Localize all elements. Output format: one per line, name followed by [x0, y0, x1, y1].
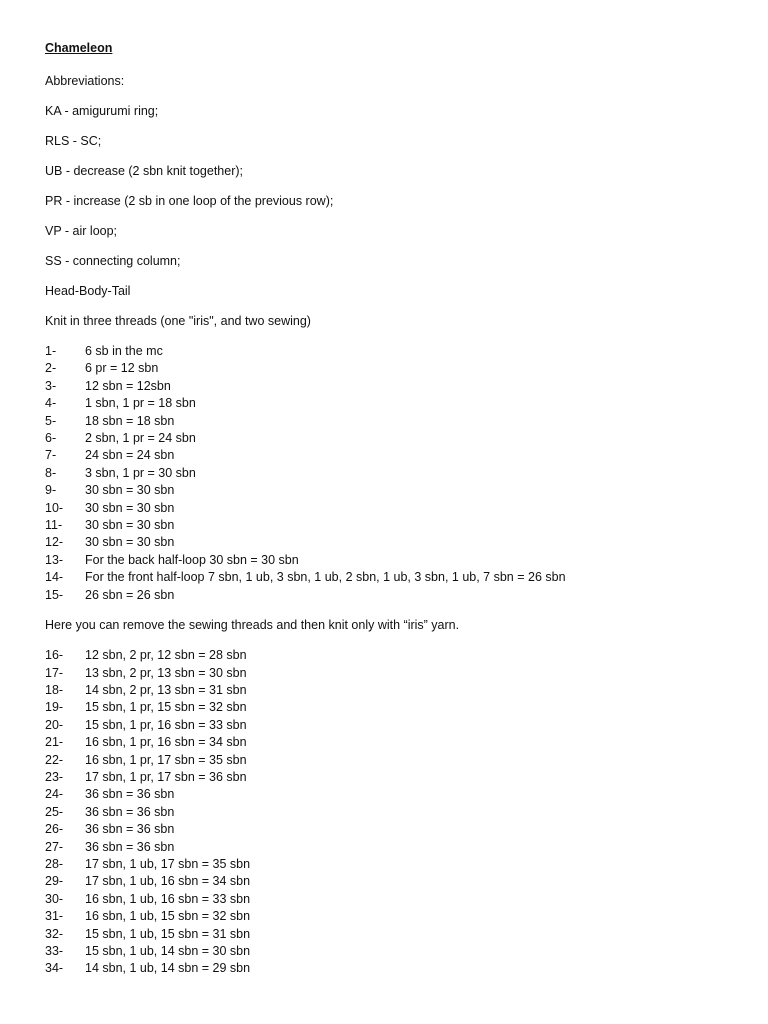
row-instruction: 12 sbn = 12sbn [85, 378, 171, 393]
pattern-row [45, 891, 745, 908]
document-page [45, 40, 745, 991]
pattern-row [45, 395, 745, 412]
row-number: 9- [45, 483, 57, 498]
row-number: 6- [45, 431, 57, 446]
row-instruction: 30 sbn = 30 sbn [85, 500, 175, 515]
pattern-row [45, 699, 745, 716]
row-instruction: 15 sbn, 1 pr, 15 sbn = 32 sbn [85, 700, 247, 715]
row-number: 32- [45, 926, 64, 941]
row-number: 10- [45, 500, 64, 515]
pattern-row [45, 569, 745, 586]
row-number: 21- [45, 735, 64, 750]
row-instruction: 14 sbn, 2 pr, 13 sbn = 31 sbn [85, 682, 247, 697]
row-number: 13- [45, 552, 64, 567]
row-number: 31- [45, 909, 64, 924]
row-instruction: 24 sbn = 24 sbn [85, 448, 175, 463]
row-instruction: 30 sbn = 30 sbn [85, 483, 175, 498]
pattern-row [45, 943, 745, 960]
row-instruction: 36 sbn = 36 sbn [85, 787, 175, 802]
pattern-row [45, 769, 745, 786]
row-instruction: 16 sbn, 1 pr, 17 sbn = 35 sbn [85, 752, 247, 767]
row-instruction: 16 sbn, 1 ub, 16 sbn = 33 sbn [85, 891, 251, 906]
pattern-rows-part2 [45, 647, 745, 978]
pattern-row [45, 587, 745, 604]
pattern-row [45, 786, 745, 803]
row-number: 1- [45, 344, 57, 358]
pattern-row [45, 821, 745, 838]
row-number: 8- [45, 465, 57, 480]
row-number: 23- [45, 769, 64, 784]
pattern-row [45, 804, 745, 821]
pattern-row [45, 734, 745, 751]
row-number: 26- [45, 822, 64, 837]
row-number: 30- [45, 891, 64, 906]
pattern-row [45, 534, 745, 551]
row-number: 34- [45, 961, 64, 976]
row-number: 18- [45, 682, 64, 697]
row-instruction: 30 sbn = 30 sbn [85, 535, 175, 550]
pattern-row [45, 360, 745, 377]
abbreviations-list [45, 103, 745, 270]
pattern-row [45, 752, 745, 769]
row-number: 14- [45, 570, 64, 585]
row-instruction: 18 sbn = 18 sbn [85, 413, 175, 428]
row-number: 28- [45, 856, 64, 871]
row-instruction: 15 sbn, 1 pr, 16 sbn = 33 sbn [85, 717, 247, 732]
pattern-row [45, 908, 745, 925]
row-instruction: 15 sbn, 1 ub, 14 sbn = 30 sbn [85, 944, 251, 958]
row-number: 2- [45, 361, 57, 376]
row-instruction: 17 sbn, 1 pr, 17 sbn = 36 sbn [85, 769, 247, 784]
section-title: Head-Body-Tail [45, 284, 131, 298]
row-number: 4- [45, 396, 57, 411]
row-instruction: For the front half-loop 7 sbn, 1 ub, 3 sbn, 1 ub, 2 sbn, 1 ub, 3 sbn, 1 ub, 7 sbn = 26 sbn [85, 570, 566, 585]
row-number: 7- [45, 448, 57, 463]
pattern-row [45, 873, 745, 890]
row-instruction: 6 pr = 12 sbn [85, 361, 159, 376]
row-instruction: 36 sbn = 36 sbn [85, 839, 175, 854]
pattern-row [45, 839, 745, 856]
row-number: 33- [45, 944, 64, 958]
row-instruction: For the back half-loop 30 sbn = 30 sbn [85, 552, 299, 567]
row-instruction: 36 sbn = 36 sbn [85, 822, 175, 837]
row-number: 27- [45, 839, 64, 854]
abbreviation-item: KA - amigurumi ring; [45, 104, 159, 118]
row-instruction: 3 sbn, 1 pr = 30 sbn [85, 465, 196, 480]
pattern-row [45, 665, 745, 682]
pattern-row [45, 856, 745, 873]
row-instruction: 17 sbn, 1 ub, 16 sbn = 34 sbn [85, 874, 251, 889]
row-number: 22- [45, 752, 64, 767]
pattern-row [45, 343, 745, 360]
row-instruction: 1 sbn, 1 pr = 18 sbn [85, 396, 196, 411]
row-number: 19- [45, 700, 64, 715]
pattern-row [45, 447, 745, 464]
row-number: 12- [45, 535, 64, 550]
row-instruction: 30 sbn = 30 sbn [85, 518, 175, 533]
pattern-row [45, 960, 745, 977]
row-instruction: 16 sbn, 1 ub, 15 sbn = 32 sbn [85, 909, 251, 924]
row-number: 5- [45, 413, 57, 428]
row-instruction: 6 sb in the mc [85, 344, 163, 358]
intro-paragraph: Knit in three threads (one "iris", and two sewing) [45, 314, 311, 328]
row-instruction: 14 sbn, 1 ub, 14 sbn = 29 sbn [85, 961, 251, 976]
row-instruction: 15 sbn, 1 ub, 15 sbn = 31 sbn [85, 926, 251, 941]
pattern-rows-part1 [45, 343, 745, 604]
row-number: 25- [45, 804, 64, 819]
pattern-row [45, 717, 745, 734]
row-instruction: 13 sbn, 2 pr, 13 sbn = 30 sbn [85, 665, 247, 680]
row-instruction: 26 sbn = 26 sbn [85, 587, 175, 602]
row-number: 29- [45, 874, 64, 889]
pattern-row [45, 413, 745, 430]
abbreviations-heading: Abbreviations: [45, 74, 125, 88]
row-number: 20- [45, 717, 64, 732]
pattern-row [45, 517, 745, 534]
pattern-row [45, 682, 745, 699]
pattern-row [45, 482, 745, 499]
abbreviation-item: PR - increase (2 sb in one loop of the previous row); [45, 194, 334, 208]
row-number: 15- [45, 587, 64, 602]
row-instruction: 2 sbn, 1 pr = 24 sbn [85, 431, 196, 446]
row-number: 17- [45, 665, 64, 680]
abbreviation-item: UB - decrease (2 sbn knit together); [45, 164, 244, 178]
row-number: 16- [45, 648, 64, 663]
abbreviation-item: SS - connecting column; [45, 254, 181, 268]
pattern-row [45, 378, 745, 395]
row-instruction: 12 sbn, 2 pr, 12 sbn = 28 sbn [85, 648, 247, 663]
row-number: 3- [45, 378, 57, 393]
middle-note: Here you can remove the sewing threads and then knit only with “iris” yarn. [45, 618, 460, 633]
row-number: 11- [45, 518, 63, 533]
row-number: 24- [45, 787, 64, 802]
row-instruction: 36 sbn = 36 sbn [85, 804, 175, 819]
pattern-row [45, 926, 745, 943]
abbreviation-item: RLS - SC; [45, 134, 102, 148]
pattern-row [45, 430, 745, 447]
row-instruction: 17 sbn, 1 ub, 17 sbn = 35 sbn [85, 856, 251, 871]
abbreviation-item: VP - air loop; [45, 224, 118, 238]
pattern-row [45, 647, 745, 664]
document-title: Chameleon [45, 41, 113, 55]
pattern-row [45, 465, 745, 482]
pattern-row [45, 500, 745, 517]
pattern-row [45, 552, 745, 569]
row-instruction: 16 sbn, 1 pr, 16 sbn = 34 sbn [85, 735, 247, 750]
